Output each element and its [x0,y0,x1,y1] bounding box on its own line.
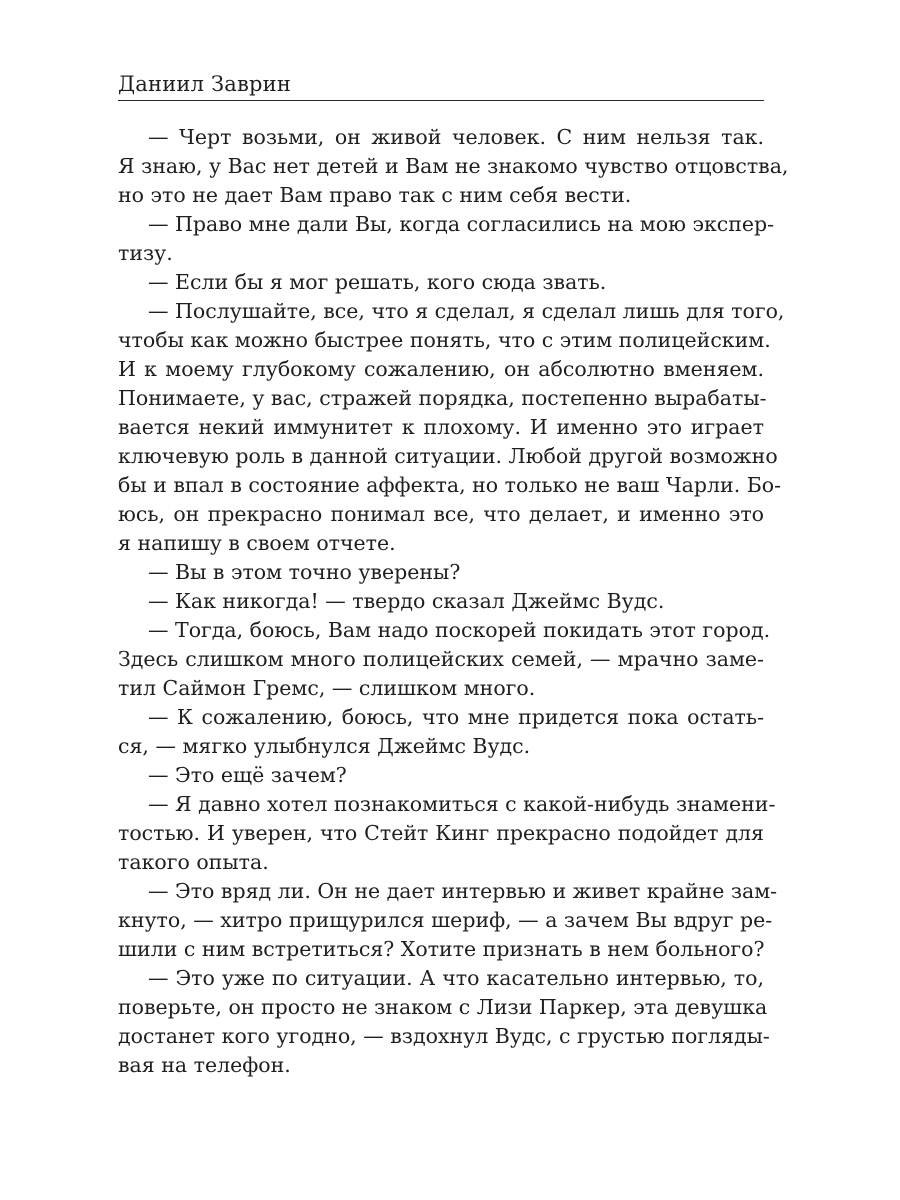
text-line: — Вы в этом точно уверены? [148,560,461,584]
text-line: вая на телефон. [118,1053,291,1077]
text-line: чтобы как можно быстрее понять, что с этим полицейским. [118,328,771,352]
body-text [118,123,789,1080]
author-name: Даниил Заврин [118,72,292,96]
text-line: вается некий иммунитет к плохому. И именно это играет [118,415,764,439]
text-line: шили с ним встретиться? Хотите признать в нем больного? [118,937,765,961]
text-line: — Я давно хотел познакомиться с какой-нибудь знамени- [148,792,776,816]
text-line: — К сожалению, боюсь, что мне придется пока остать- [148,705,764,729]
text-line: достанет кого угодно, — вздохнул Вудс, с грустью погляды- [118,1024,770,1048]
text-line: — Черт возьми, он живой человек. С ним нельзя так. [148,125,764,149]
text-line: Я знаю, у Вас нет детей и Вам не знакомо чувство отцовства, [118,154,789,178]
text-line: Здесь слишком много полицейских семей, — мрачно заме- [118,647,764,671]
text-line: тостью. И уверен, что Стейт Кинг прекрасно подойдет для [118,821,764,845]
text-line: — Тогда, боюсь, Вам надо поскорей покидать этот город. [148,618,771,642]
text-line: — Это уже по ситуации. А что касательно интервью, то, [148,966,764,990]
text-line: — Это ещё зачем? [148,763,347,787]
text-line: — Послушайте, все, что я сделал, я сделал лишь для того, [148,299,785,323]
text-line: ся, — мягко улыбнулся Джеймс Вудс. [118,734,531,758]
running-header [118,70,764,101]
text-line: — Если бы я мог решать, кого сюда звать. [148,270,607,294]
text-line: я напишу в своем отчете. [118,531,396,555]
text-line: но это не дает Вам право так с ним себя вести. [118,183,632,207]
text-line: — Право мне дали Вы, когда согласились на мою экспер- [148,212,775,236]
text-line: — Как никогда! — твердо сказал Джеймс Вудс. [148,589,665,613]
text-line: поверьте, он просто не знаком с Лизи Паркер, эта девушка [118,995,768,1019]
text-line: ключевую роль в данной ситуации. Любой другой возможно [118,444,778,468]
text-line: бы и впал в состояние аффекта, но только не ваш Чарли. Бо- [118,473,782,497]
text-line: — Это вряд ли. Он не дает интервью и живет крайне зам- [148,879,778,903]
text-line: И к моему глубокому сожалению, он абсолютно вменяем. [118,357,764,381]
text-line: Понимаете, у вас, стражей порядка, постепенно вырабаты- [118,386,767,410]
text-line: тизу. [118,241,173,265]
text-line: юсь, он прекрасно понимал все, что делает, и именно это [118,502,764,526]
text-line: кнуто, — хитро прищурился шериф, — а зачем Вы вдруг ре- [118,908,773,932]
text-line: тил Саймон Гремс, — слишком много. [118,676,536,700]
text-line: такого опыта. [118,850,269,874]
